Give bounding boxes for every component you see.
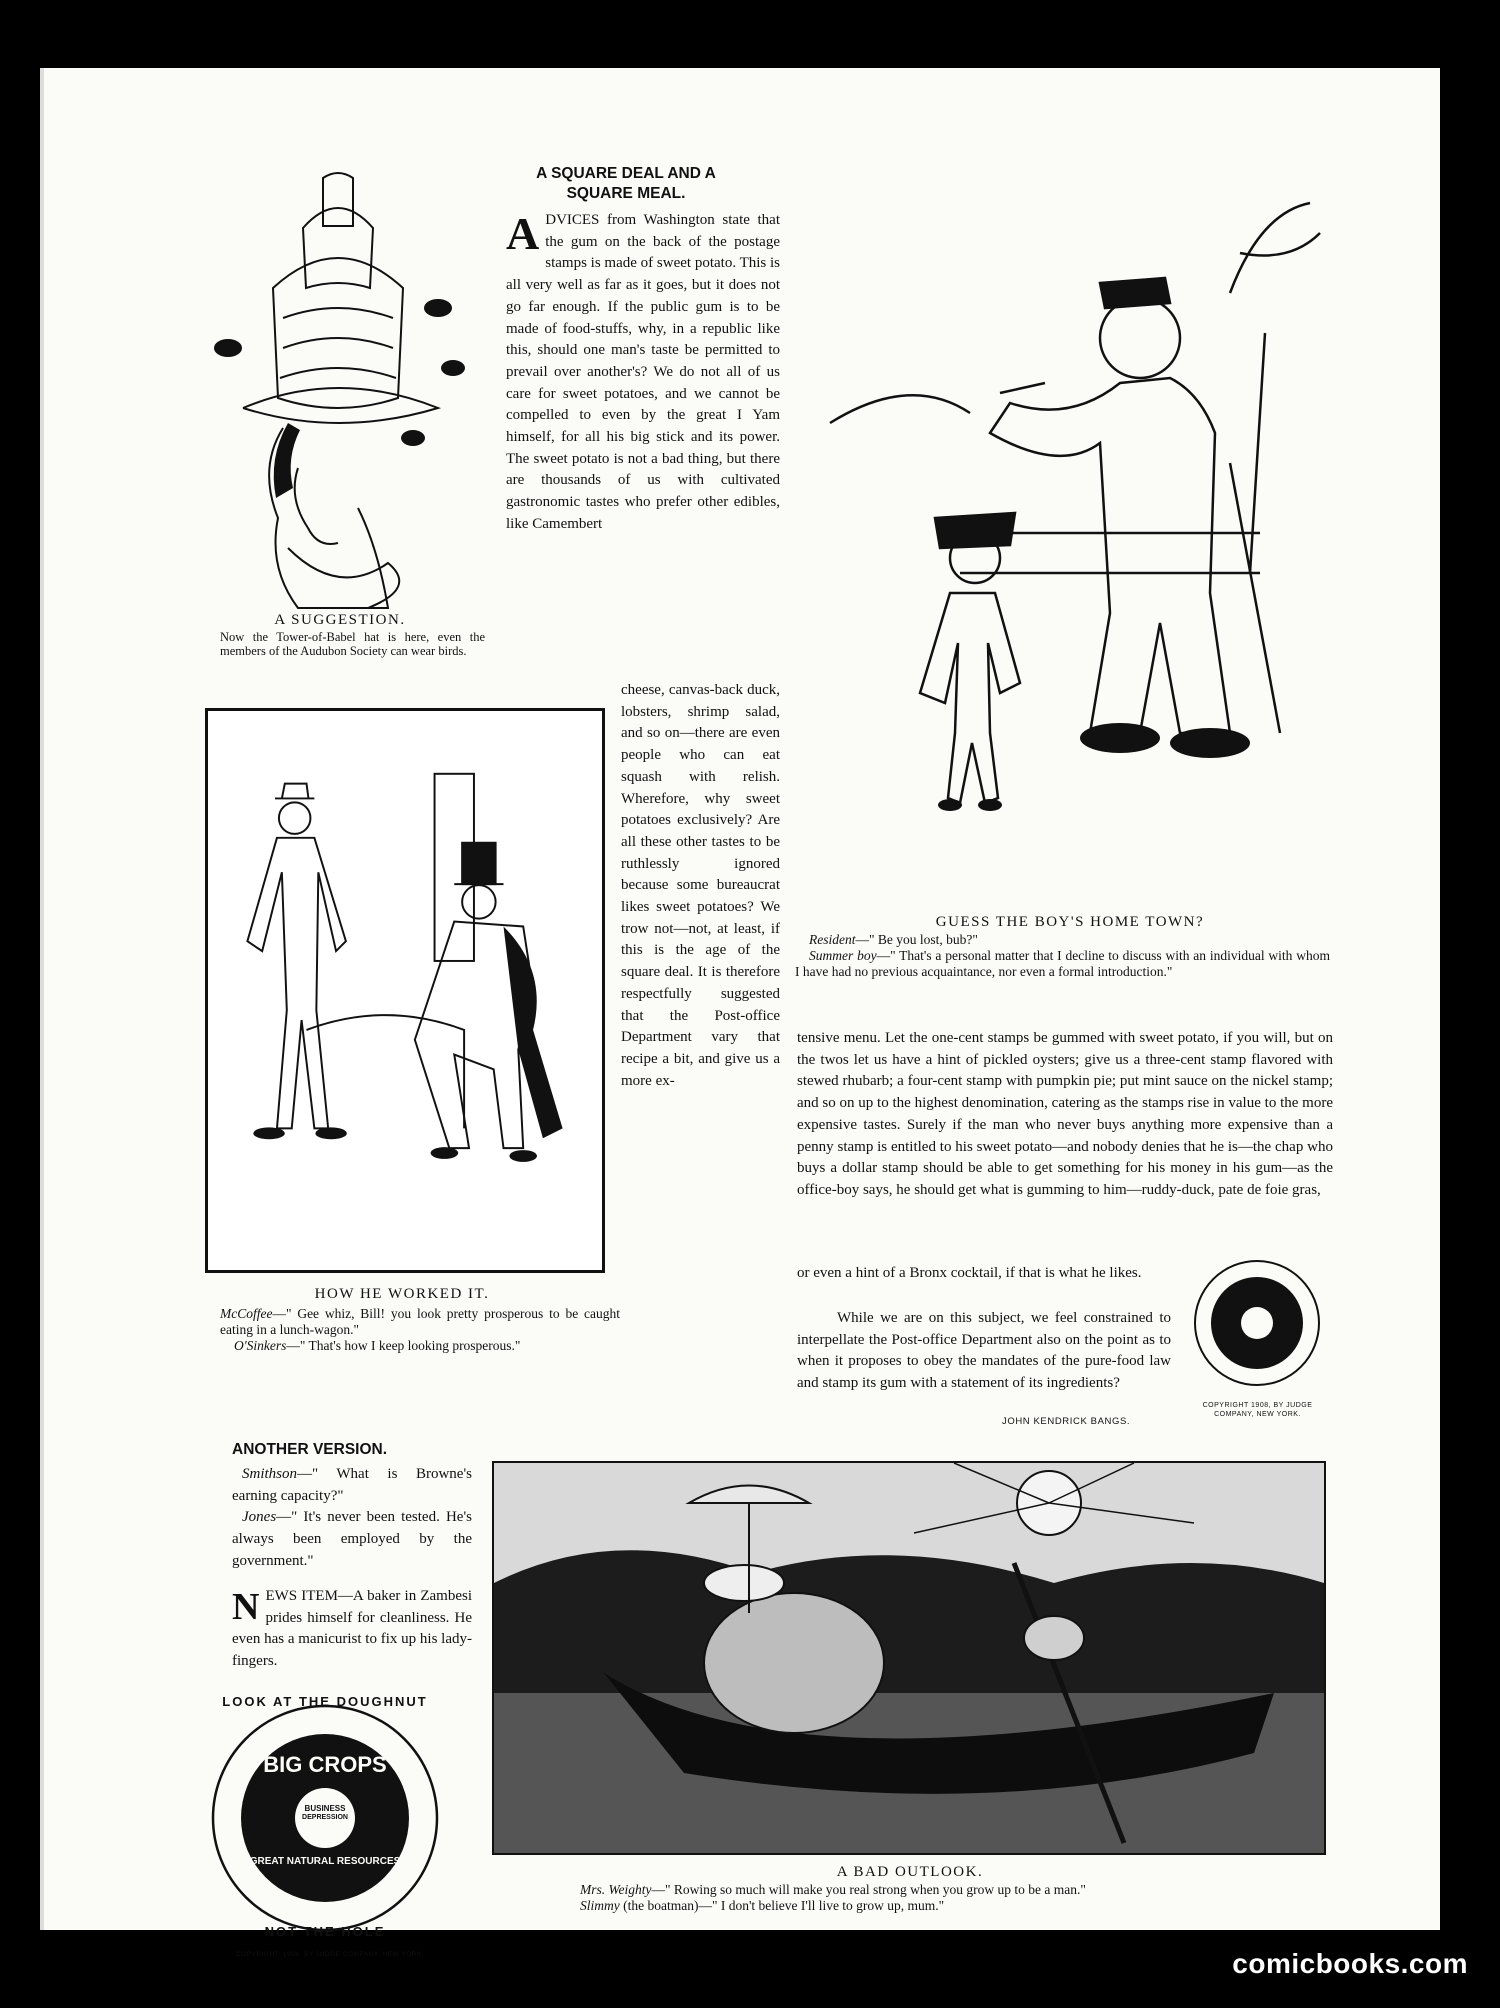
- hometown-speaker-1: Resident: [809, 932, 856, 947]
- badge-ring-top: LOOK AT THE DOUGHNUT: [222, 1694, 428, 1709]
- badge-natural: GREAT NATURAL RESOURCES: [249, 1856, 401, 1867]
- site-watermark: comicbooks.com: [1232, 1948, 1468, 1979]
- outlook-illustration: [492, 1461, 1326, 1855]
- hometown-line-1: —" Be you lost, bub?": [855, 932, 978, 947]
- big-crops-badge-small: [1190, 1256, 1325, 1391]
- another-line-2: —" It's never been tested. He's always been employed by the government.": [232, 1509, 472, 1569]
- hometown-title: GUESS THE BOY'S HOME TOWN?: [935, 914, 1205, 930]
- worked-caption: [220, 1306, 620, 1354]
- outlook-line-1: —" Rowing so much will make you real strong when you grow up to be a man.": [651, 1882, 1086, 1897]
- suggestion-caption: Now the Tower-of-Babel hat is here, even the members of the Audubon Society can wear birds.: [220, 630, 485, 658]
- worked-illustration: [205, 708, 605, 1273]
- suggestion-title: A SUGGESTION.: [274, 612, 406, 628]
- hometown-caption: [795, 932, 1330, 980]
- another-speaker-1: Smithson: [242, 1466, 298, 1482]
- outlook-caption: [580, 1882, 1300, 1914]
- page-edge: [40, 68, 44, 1930]
- article-col1-narrow: cheese, canvas-back duck, lobsters, shrimp salad, and so on—there are even people who can eat squash with relish. Wherefore, why sweet potatoes exclusively? Are all these other tastes to be ruthlessly ignored because some bureaucrat likes sweet potatoes? We trow not—not, at least, if this is the age of the square deal. It is therefore respectfully suggested that the Post-office Department vary that recipe a bit, and give us a more ex-: [621, 682, 780, 1089]
- headline-line-2: SQUARE MEAL.: [566, 185, 686, 202]
- copyright-credit: COPYRIGHT, 1908, BY JUDGE COMPANY, NEW YORK.: [235, 1951, 425, 1958]
- article-col2-para2: While we are on this subject, we feel constrained to interpellate the Post-office Department also on the point as to when it proposes to obey the mandates of the pure-food law and stamp its gum with a statement of its ingredients?: [797, 1310, 1171, 1392]
- worked-speaker-2: O'Sinkers: [234, 1338, 287, 1353]
- small-badge-credit: [1190, 1401, 1325, 1419]
- article-col1-top: [506, 210, 780, 536]
- badge-large-text: [205, 1694, 445, 1939]
- suggestion-illustration: [188, 168, 488, 648]
- badge-ring-bottom: NOT THE HOLE: [264, 1924, 386, 1939]
- badge-inner-2: DEPRESSION: [302, 1814, 348, 1821]
- another-line-1: —" What is Browne's earning capacity?": [232, 1466, 472, 1504]
- news-text: EWS ITEM—A baker in Zambesi prides himself for cleanliness. He even has a manicurist to fix up his lady-fingers.: [232, 1588, 472, 1670]
- hometown-line-2: —" That's a personal matter that I decline to discuss with an individual with whom I have had no previous acquaintance, nor even a formal introduction.": [795, 948, 1330, 979]
- headline-line-1: A SQUARE DEAL AND A: [536, 165, 716, 182]
- article-col2-narrow: or even a hint of a Bronx cocktail, if that is what he likes.: [797, 1265, 1142, 1281]
- badge-inner-1: BUSINESS: [304, 1804, 346, 1813]
- another-speaker-2: Jones: [242, 1509, 277, 1526]
- outlook-title: A BAD OUTLOOK.: [836, 1864, 984, 1880]
- article-headline: [495, 164, 757, 204]
- news-dropcap: N: [232, 1586, 260, 1628]
- worked-title: HOW HE WORKED IT.: [314, 1286, 490, 1302]
- another-title: ANOTHER VERSION.: [232, 1441, 388, 1458]
- article-signature: JOHN KENDRICK BANGS.: [1002, 1416, 1131, 1427]
- outlook-line-2: (the boatman)—" I don't believe I'll live to grow up, mum.": [623, 1898, 945, 1913]
- another-text: [232, 1464, 472, 1573]
- article-col2: tensive menu. Let the one-cent stamps be gummed with sweet potato, if you will, but on the twos let us have a hint of pickled oysters; give us a three-cent stamp flavored with stewed rhubarb; a four-cent stamp with pumpkin pie; put mint sauce on the nickel stamp; and so on up to the highest denomination, catering as the stamps rise in value to the more expensive tastes. Surely if the man who never buys anything more expensive than a penny stamp is entitled to his sweet potato—and nobody denies that he is—the chap who buys a dollar stamp should be able to get something for his money in his gum—as the office-boy says, he should get what is gumming to him—ruddy-duck, pate de foie gras,: [797, 1030, 1333, 1198]
- hometown-speaker-2: Summer boy: [809, 948, 877, 963]
- worked-speaker-1: McCoffee: [220, 1306, 273, 1321]
- magazine-page: [40, 68, 1440, 1958]
- outlook-speaker-1: Mrs. Weighty: [580, 1882, 652, 1897]
- hometown-illustration: [810, 173, 1360, 863]
- article-col1-text: DVICES from Washington state that the gum on the back of the postage stamps is made of sweet potato. This is all very well as far as it goes, but it does not go far enough. If the public gum is to be made of food-stuffs, why, in a republic like this, should one man's taste be permitted to prevail over another's? We do not all of us care for sweet potatoes, and we cannot be compelled to even by the great I Yam himself, for all his big stick and its power. The sweet potato is not a bad thing, but there are thousands of us with cultivated gastronomic tastes who prefer other edibles, like Camembert: [506, 212, 780, 532]
- article-dropcap: A: [506, 208, 540, 259]
- badge-big-crops: BIG CROPS: [263, 1752, 387, 1777]
- credit-small-line-1: COPYRIGHT 1908, BY JUDGE: [1202, 1402, 1313, 1409]
- worked-line-2: —" That's how I keep looking prosperous.": [286, 1338, 521, 1353]
- news-item: [232, 1586, 472, 1673]
- credit-small-line-2: COMPANY, NEW YORK.: [1214, 1411, 1301, 1418]
- outlook-speaker-2: Slimmy: [580, 1898, 620, 1913]
- worked-line-1: —" Gee whiz, Bill! you look pretty prosperous to be caught eating in a lunch-wagon.": [220, 1306, 620, 1337]
